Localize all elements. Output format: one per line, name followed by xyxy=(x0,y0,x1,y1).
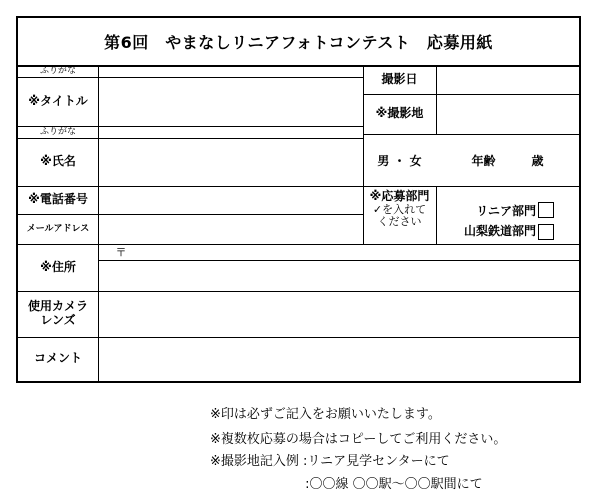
furigana-label: ふりがな xyxy=(39,65,76,76)
title-label: ※タイトル xyxy=(28,93,88,108)
furigana-label: ふりがな xyxy=(39,126,76,137)
email-label: メールアドレス xyxy=(26,223,90,234)
shoot-date-field[interactable] xyxy=(437,66,579,94)
phone-label: ※電話番号 xyxy=(28,192,88,207)
name-field[interactable] xyxy=(99,139,363,186)
category-hint: ✓を入れて xyxy=(372,202,427,216)
age-label: 年齢 歳 xyxy=(471,154,544,169)
shoot-date-label: 撮影日 xyxy=(381,71,418,86)
divider xyxy=(363,134,579,135)
camera-label-line2: レンズ xyxy=(40,313,76,327)
address-field[interactable] xyxy=(99,261,579,291)
shoot-place-label: ※撮影地 xyxy=(375,106,424,121)
category-linear-label: リニア部門 xyxy=(476,204,536,219)
category-linear-checkbox[interactable] xyxy=(538,202,554,218)
address-label: ※住所 xyxy=(40,259,76,274)
name-label: ※氏名 xyxy=(40,154,76,169)
application-form xyxy=(16,16,581,383)
note-example-2: :〇〇線 〇〇駅～〇〇駅間にて xyxy=(210,477,483,492)
title-field[interactable] xyxy=(99,78,363,126)
camera-label xyxy=(18,291,98,337)
postal-code-field[interactable] xyxy=(130,245,579,260)
category-railway-checkbox[interactable] xyxy=(538,224,554,240)
shoot-place-field[interactable] xyxy=(437,95,579,134)
email-field[interactable] xyxy=(99,215,363,244)
postal-mark: 〒 xyxy=(115,245,127,259)
comment-field[interactable] xyxy=(99,338,579,381)
comment-label: コメント xyxy=(33,351,82,366)
camera-label-line1: 使用カメラ xyxy=(27,299,88,314)
camera-field[interactable] xyxy=(99,292,579,337)
category-heading: ※応募部門 xyxy=(369,189,430,203)
note-multiple: ※複数枚応募の場合はコピーしてご利用ください。 xyxy=(210,432,507,447)
category-hint: ください xyxy=(377,215,422,229)
phone-field[interactable] xyxy=(99,187,363,214)
form-title: 第6回 やまなしリニアフォトコンテスト 応募用紙 xyxy=(104,33,493,52)
gender-label: 男 ・ 女 xyxy=(377,154,422,169)
category-railway-label: 山梨鉄道部門 xyxy=(463,224,536,239)
note-required: ※印は必ずご記入をお願いいたします。 xyxy=(210,407,441,422)
category-label xyxy=(363,190,436,242)
name-furigana-field[interactable] xyxy=(99,127,363,138)
title-furigana-field[interactable] xyxy=(99,66,363,77)
note-example-1: ※撮影地記入例 :リニア見学センターにて xyxy=(210,454,450,469)
